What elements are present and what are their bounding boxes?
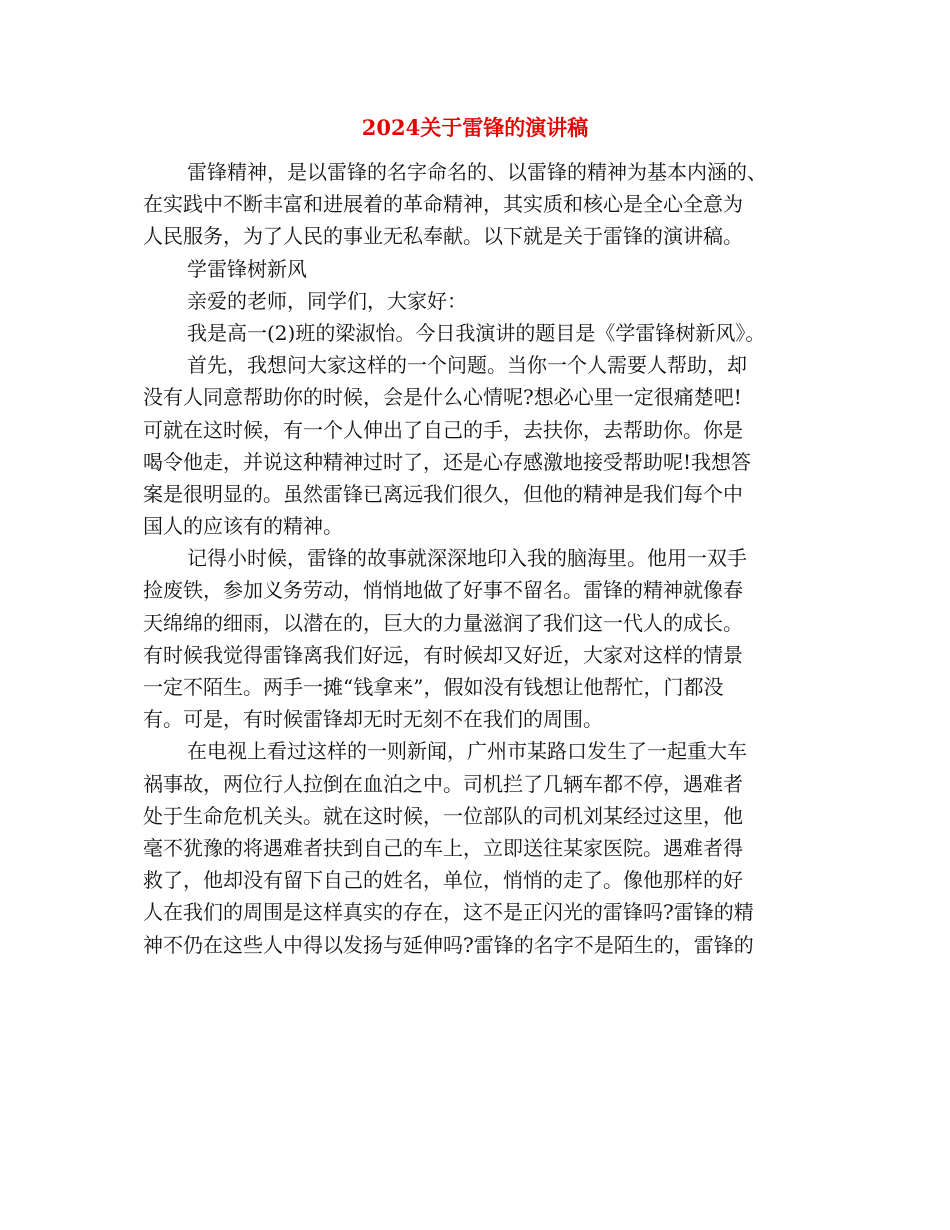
paragraph-greeting <box>143 285 808 317</box>
document-body <box>143 156 808 961</box>
paragraph-intro <box>143 156 808 253</box>
paragraph-subtitle <box>143 253 808 285</box>
text-line: 案是很明显的。虽然雷锋已离远我们很久，但他的精神是我们每个中 <box>143 481 743 506</box>
text-line: 我是高一(2)班的梁淑怡。今日我演讲的题目是《学雷锋树新风》。 <box>187 320 766 345</box>
text-line: 首先，我想问大家这样的一个问题。当你一个人需要人帮助，却 <box>187 353 747 378</box>
text-line: 人在我们的周围是这样真实的存在，这不是正闪光的雷锋吗?雷锋的精 <box>143 900 754 925</box>
text-line: 处于生命危机关头。就在这时候，一位部队的司机刘某经过这里，他 <box>143 803 743 828</box>
text-line: 国人的应该有的精神。 <box>143 514 343 539</box>
document-title: 2024关于雷锋的演讲稿 <box>361 115 589 140</box>
paragraph-self-intro <box>143 317 808 349</box>
text-line: 祸事故，两位行人拉倒在血泊之中。司机拦了几辆车都不停，遇难者 <box>143 771 743 796</box>
text-line: 人民服务，为了人民的事业无私奉献。以下就是关于雷锋的演讲稿。 <box>143 224 743 249</box>
text-line: 喝令他走，并说这种精神过时了，还是心存感激地接受帮助呢!我想答 <box>143 449 752 474</box>
text-line: 亲爱的老师，同学们，大家好： <box>187 288 467 313</box>
text-line: 雷锋精神，是以雷锋的名字命名的、以雷锋的精神为基本内涵的、 <box>187 160 767 184</box>
text-line: 在实践中不断丰富和进展着的革命精神，其实质和核心是全心全意为 <box>143 192 743 217</box>
text-line: 有时候我觉得雷锋离我们好远，有时候却又好近，大家对这样的情景 <box>143 642 743 667</box>
text-line: 毫不犹豫的将遇难者扶到自己的车上，立即送往某家医院。遇难者得 <box>143 835 743 860</box>
paragraph-question <box>143 349 808 542</box>
text-line: 可就在这时候，有一个人伸出了自己的手，去扶你，去帮助你。你是 <box>143 417 743 442</box>
text-line: 捡废铁，参加义务劳动，悄悄地做了好事不留名。雷锋的精神就像春 <box>143 578 743 603</box>
text-line: 救了，他却没有留下自己的姓名，单位，悄悄的走了。像他那样的好 <box>143 868 743 893</box>
text-line: 在电视上看过这样的一则新闻，广州市某路口发生了一起重大车 <box>187 739 747 764</box>
paragraph-news <box>143 735 808 960</box>
text-line: 没有人同意帮助你的时候，会是什么心情呢?想必心里一定很痛楚吧! <box>143 385 742 410</box>
text-line: 记得小时候，雷锋的故事就深深地印入我的脑海里。他用一双手 <box>187 546 747 571</box>
text-line: 一定不陌生。两手一摊“钱拿来”，假如没有钱想让他帮忙，门都没 <box>143 675 724 699</box>
text-line: 天绵绵的细雨，以潜在的，巨大的力量滋润了我们这一代人的成长。 <box>143 610 743 635</box>
paragraph-childhood <box>143 542 808 735</box>
text-line: 有。可是，有时候雷锋却无时无刻不在我们的周围。 <box>143 707 603 732</box>
text-line: 神不仍在这些人中得以发扬与延伸吗?雷锋的名字不是陌生的，雷锋的 <box>143 932 754 957</box>
text-line: 学雷锋树新风 <box>187 256 307 281</box>
